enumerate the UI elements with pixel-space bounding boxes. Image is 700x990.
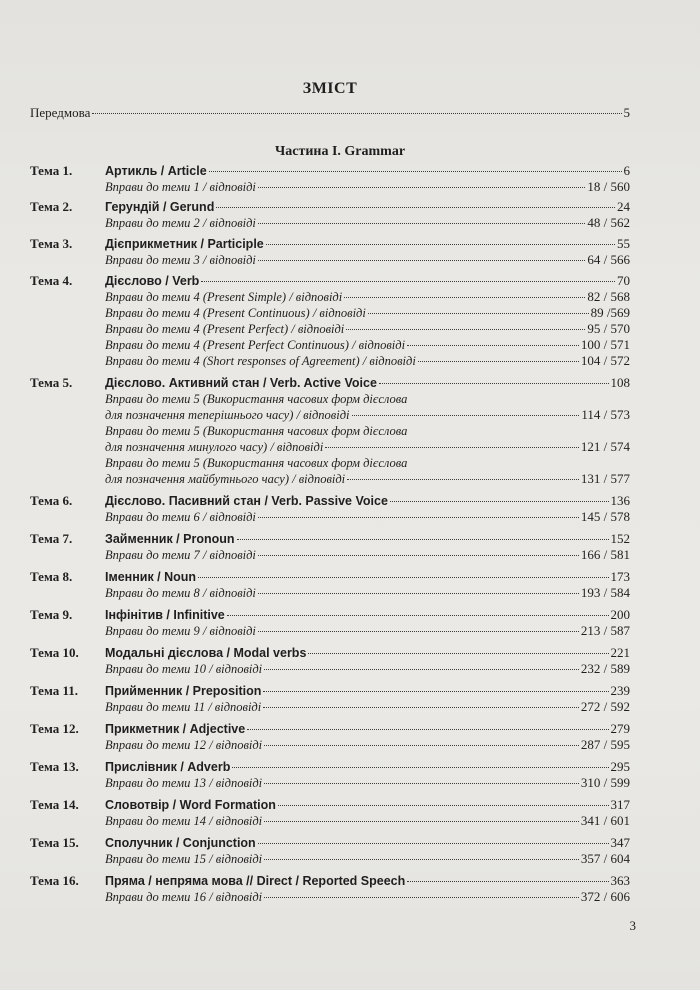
topic-heading-entry[interactable] (105, 759, 630, 775)
exercise-text: Вправи до теми 1 / відповіді (105, 180, 256, 194)
page-reference: 357 / 604 (580, 851, 630, 866)
topic-number: Тема 5. (30, 375, 73, 390)
page-reference: 18 / 560 (587, 179, 630, 194)
exercise-entry[interactable] (105, 305, 630, 321)
page-reference: 173 (610, 569, 630, 584)
page-reference: 166 / 581 (580, 547, 630, 562)
dot-leader (347, 479, 579, 480)
dot-leader (258, 517, 579, 518)
dot-leader (247, 729, 608, 730)
exercise-entry[interactable] (105, 439, 630, 455)
page-reference: 272 / 592 (580, 699, 630, 714)
page-title: ЗМІСТ (302, 80, 358, 97)
exercise-text: Вправи до теми 6 / відповіді (105, 510, 256, 524)
dot-leader (346, 329, 585, 330)
exercise-entry[interactable] (105, 321, 630, 337)
exercise-entry[interactable] (105, 889, 630, 905)
topic-number: Тема 6. (30, 493, 73, 508)
exercise-text: для позначення майбутнього часу) / відповіді (105, 472, 346, 486)
topic-number: Тема 12. (30, 721, 79, 736)
page-reference: 24 (617, 199, 630, 214)
dot-leader (92, 113, 621, 114)
toc-topic (30, 569, 630, 601)
page-reference: 55 (617, 236, 630, 251)
topic-entries (105, 835, 630, 867)
topic-heading-entry[interactable] (105, 375, 630, 391)
page-reference: 100 / 571 (580, 337, 630, 352)
dot-leader (237, 539, 609, 540)
exercise-text: Вправи до теми 13 / відповіді (105, 776, 263, 790)
topic-entries (105, 375, 630, 487)
topic-heading-entry[interactable] (105, 273, 630, 289)
page-reference: 136 (610, 493, 630, 508)
page-reference: 121 / 574 (580, 439, 630, 454)
topic-heading-text: Дієприкметник / Participle (105, 237, 264, 251)
dot-leader (258, 843, 609, 844)
exercise-entry[interactable] (105, 252, 630, 268)
exercise-text: Вправи до теми 7 / відповіді (105, 548, 256, 562)
dot-leader (264, 669, 579, 670)
dot-leader (278, 805, 609, 806)
exercise-text: Вправи до теми 4 (Present Perfect Continuous) / відповіді (105, 338, 406, 352)
page-reference: 279 (610, 721, 630, 736)
dot-leader (368, 313, 589, 314)
part-title: Частина I. Grammar (274, 144, 406, 159)
exercise-text: Вправи до теми 16 / відповіді (105, 890, 263, 904)
exercise-entry[interactable] (105, 407, 630, 423)
dot-leader (264, 783, 579, 784)
page-reference: 89 /569 (590, 305, 630, 320)
exercise-text: Вправи до теми 5 (Використання часових форм дієслова (105, 392, 408, 406)
topic-entries (105, 493, 630, 525)
page-reference: 347 (610, 835, 630, 850)
exercise-text: Вправи до теми 12 / відповіді (105, 738, 263, 752)
topic-number: Тема 3. (30, 236, 73, 251)
dot-leader (263, 707, 579, 708)
toc-topic (30, 835, 630, 867)
page-reference: 193 / 584 (580, 585, 630, 600)
topic-number: Тема 11. (30, 683, 78, 698)
topic-number: Тема 9. (30, 607, 73, 622)
topic-heading-entry[interactable] (105, 569, 630, 585)
exercise-text: Вправи до теми 4 (Present Continuous) / відповіді (105, 306, 366, 320)
dot-leader (258, 555, 579, 556)
topic-entries (105, 797, 630, 829)
exercise-entry[interactable] (105, 423, 630, 439)
exercise-text: Вправи до теми 5 (Використання часових форм дієслова (105, 424, 408, 438)
topic-number: Тема 10. (30, 645, 79, 660)
page-reference: 363 (610, 873, 630, 888)
topic-heading-text: Модальні дієслова / Modal verbs (105, 646, 307, 660)
page-reference: 114 / 573 (581, 407, 630, 422)
topic-entries (105, 759, 630, 791)
exercise-text: Вправи до теми 15 / відповіді (105, 852, 263, 866)
page-reference: 310 / 599 (580, 775, 630, 790)
exercise-entry[interactable] (105, 813, 630, 829)
dot-leader (264, 745, 579, 746)
topic-heading-text: Інфінітив / Infinitive (105, 608, 225, 622)
page-reference: 200 (610, 607, 630, 622)
exercise-entry[interactable] (105, 509, 630, 525)
exercise-entry[interactable] (105, 289, 630, 305)
toc-topic (30, 375, 630, 487)
topic-entries (105, 721, 630, 753)
topic-entries (105, 873, 630, 905)
dot-leader (227, 615, 609, 616)
toc-topic (30, 199, 630, 231)
topic-heading-text: Дієслово. Активний стан / Verb. Active Voice (105, 376, 377, 390)
page-reference: 221 (610, 645, 630, 660)
topic-heading-text: Прикметник / Adjective (105, 722, 246, 736)
topic-number: Тема 8. (30, 569, 73, 584)
exercise-text: Вправи до теми 11 / відповіді (105, 700, 262, 714)
toc-topic (30, 873, 630, 905)
topic-number: Тема 16. (30, 873, 79, 888)
exercise-text: Вправи до теми 8 / відповіді (105, 586, 256, 600)
page-reference: 372 / 606 (580, 889, 630, 904)
page-reference: 152 (610, 531, 630, 546)
exercise-entry[interactable] (105, 661, 630, 677)
exercise-text: Вправи до теми 4 (Short responses of Agreement) / відповіді (105, 354, 416, 368)
dot-leader (418, 361, 579, 362)
toc-topic (30, 759, 630, 791)
exercise-text: Вправи до теми 4 (Present Perfect) / відповіді (105, 322, 345, 336)
exercise-entry[interactable] (105, 353, 630, 369)
dot-leader (352, 415, 580, 416)
topic-heading-entry[interactable] (105, 797, 630, 813)
preface-label: Передмова (30, 105, 91, 120)
exercise-entry[interactable] (105, 737, 630, 753)
dot-leader (379, 383, 609, 384)
topic-heading-entry[interactable] (105, 607, 630, 623)
topic-heading-entry[interactable] (105, 645, 630, 661)
topic-heading-text: Прийменник / Preposition (105, 684, 262, 698)
topic-number: Тема 14. (30, 797, 79, 812)
exercise-entry[interactable] (105, 455, 630, 471)
dot-leader (198, 577, 608, 578)
topic-heading-entry[interactable] (105, 236, 630, 252)
page-reference: 213 / 587 (580, 623, 630, 638)
exercise-entry[interactable] (105, 585, 630, 601)
topic-number: Тема 15. (30, 835, 79, 850)
dot-leader (264, 821, 579, 822)
toc-topic (30, 493, 630, 525)
page-reference: 95 / 570 (587, 321, 630, 336)
exercise-entry[interactable] (105, 179, 630, 195)
topic-heading-text: Займенник / Pronoun (105, 532, 235, 546)
page-reference: 145 / 578 (580, 509, 630, 524)
topic-number: Тема 1. (30, 163, 73, 178)
page-reference: 232 / 589 (580, 661, 630, 676)
dot-leader (264, 859, 579, 860)
topic-heading-entry[interactable] (105, 721, 630, 737)
dot-leader (263, 691, 608, 692)
toc-topic (30, 531, 630, 563)
dot-leader (201, 281, 615, 282)
dot-leader (232, 767, 608, 768)
exercise-text: Вправи до теми 10 / відповіді (105, 662, 263, 676)
dot-leader (266, 244, 615, 245)
topic-entries (105, 236, 630, 268)
dot-leader (258, 631, 579, 632)
dot-leader (209, 171, 622, 172)
dot-leader (390, 501, 609, 502)
page-reference: 239 (610, 683, 630, 698)
page-number: 3 (629, 918, 636, 933)
exercise-entry[interactable] (105, 623, 630, 639)
dot-leader (407, 881, 608, 882)
exercise-entry[interactable] (105, 547, 630, 563)
page-reference: 341 / 601 (580, 813, 630, 828)
topic-entries (105, 645, 630, 677)
topic-heading-text: Дієслово / Verb (105, 274, 200, 288)
page-reference: 6 (623, 163, 630, 178)
exercise-text: Вправи до теми 4 (Present Simple) / відповіді (105, 290, 343, 304)
exercise-entry[interactable] (105, 851, 630, 867)
table-of-contents (30, 163, 630, 905)
topic-heading-text: Іменник / Noun (105, 570, 197, 584)
topic-entries (105, 273, 630, 369)
page-reference: 131 / 577 (580, 471, 630, 486)
dot-leader (258, 223, 585, 224)
page-reference: 287 / 595 (580, 737, 630, 752)
exercise-text: Вправи до теми 5 (Використання часових форм дієслова (105, 456, 408, 470)
topic-number: Тема 13. (30, 759, 79, 774)
dot-leader (258, 260, 585, 261)
topic-heading-entry[interactable] (105, 683, 630, 699)
exercise-text: для позначення минулого часу) / відповіді (105, 440, 324, 454)
exercise-entry[interactable] (105, 337, 630, 353)
topic-heading-entry[interactable] (105, 199, 630, 215)
toc-topic (30, 236, 630, 268)
toc-topic (30, 797, 630, 829)
page-reference: 48 / 562 (587, 215, 630, 230)
page-reference: 108 (610, 375, 630, 390)
topic-entries (105, 569, 630, 601)
topic-number: Тема 2. (30, 199, 73, 214)
exercise-text: Вправи до теми 14 / відповіді (105, 814, 263, 828)
topic-entries (105, 683, 630, 715)
page-reference: 104 / 572 (580, 353, 630, 368)
toc-topic (30, 645, 630, 677)
dot-leader (407, 345, 579, 346)
topic-heading-text: Дієслово. Пасивний стан / Verb. Passive Voice (105, 494, 388, 508)
preface-entry[interactable] (30, 105, 630, 121)
page-reference: 317 (610, 797, 630, 812)
topic-heading-text: Словотвір / Word Formation (105, 798, 276, 812)
topic-entries (105, 531, 630, 563)
dot-leader (325, 447, 579, 448)
topic-entries (105, 607, 630, 639)
topic-heading-text: Герундій / Gerund (105, 200, 215, 214)
toc-topic (30, 721, 630, 753)
topic-heading-entry[interactable] (105, 531, 630, 547)
page-reference: 295 (610, 759, 630, 774)
exercise-text: Вправи до теми 9 / відповіді (105, 624, 256, 638)
topic-heading-entry[interactable] (105, 873, 630, 889)
toc-topic (30, 163, 630, 195)
exercise-text: Вправи до теми 3 / відповіді (105, 253, 256, 267)
topic-heading-text: Сполучник / Conjunction (105, 836, 256, 850)
topic-heading-text: Артикль / Article (105, 164, 207, 178)
topic-number: Тема 7. (30, 531, 73, 546)
exercise-entry[interactable] (105, 471, 630, 487)
page-reference: 64 / 566 (587, 252, 630, 267)
topic-heading-text: Пряма / непряма мова // Direct / Reported Speech (105, 874, 406, 888)
topic-heading-entry[interactable] (105, 835, 630, 851)
exercise-entry[interactable] (105, 391, 630, 407)
topic-heading-text: Прислівник / Adverb (105, 760, 231, 774)
page-reference: 82 / 568 (587, 289, 630, 304)
dot-leader (308, 653, 608, 654)
exercise-text: для позначення теперішнього часу) / відповіді (105, 408, 350, 422)
toc-topic (30, 683, 630, 715)
exercise-entry[interactable] (105, 699, 630, 715)
topic-number: Тема 4. (30, 273, 73, 288)
exercise-entry[interactable] (105, 215, 630, 231)
page-reference: 70 (617, 273, 630, 288)
dot-leader (216, 207, 615, 208)
topic-entries (105, 163, 630, 195)
dot-leader (264, 897, 579, 898)
toc-topic (30, 607, 630, 639)
topic-heading-entry[interactable] (105, 493, 630, 509)
exercise-entry[interactable] (105, 775, 630, 791)
topic-heading-entry[interactable] (105, 163, 630, 179)
toc-topic (30, 273, 630, 369)
preface-page: 5 (623, 105, 630, 120)
exercise-text: Вправи до теми 2 / відповіді (105, 216, 256, 230)
dot-leader (258, 187, 585, 188)
dot-leader (344, 297, 585, 298)
topic-entries (105, 199, 630, 231)
dot-leader (258, 593, 579, 594)
